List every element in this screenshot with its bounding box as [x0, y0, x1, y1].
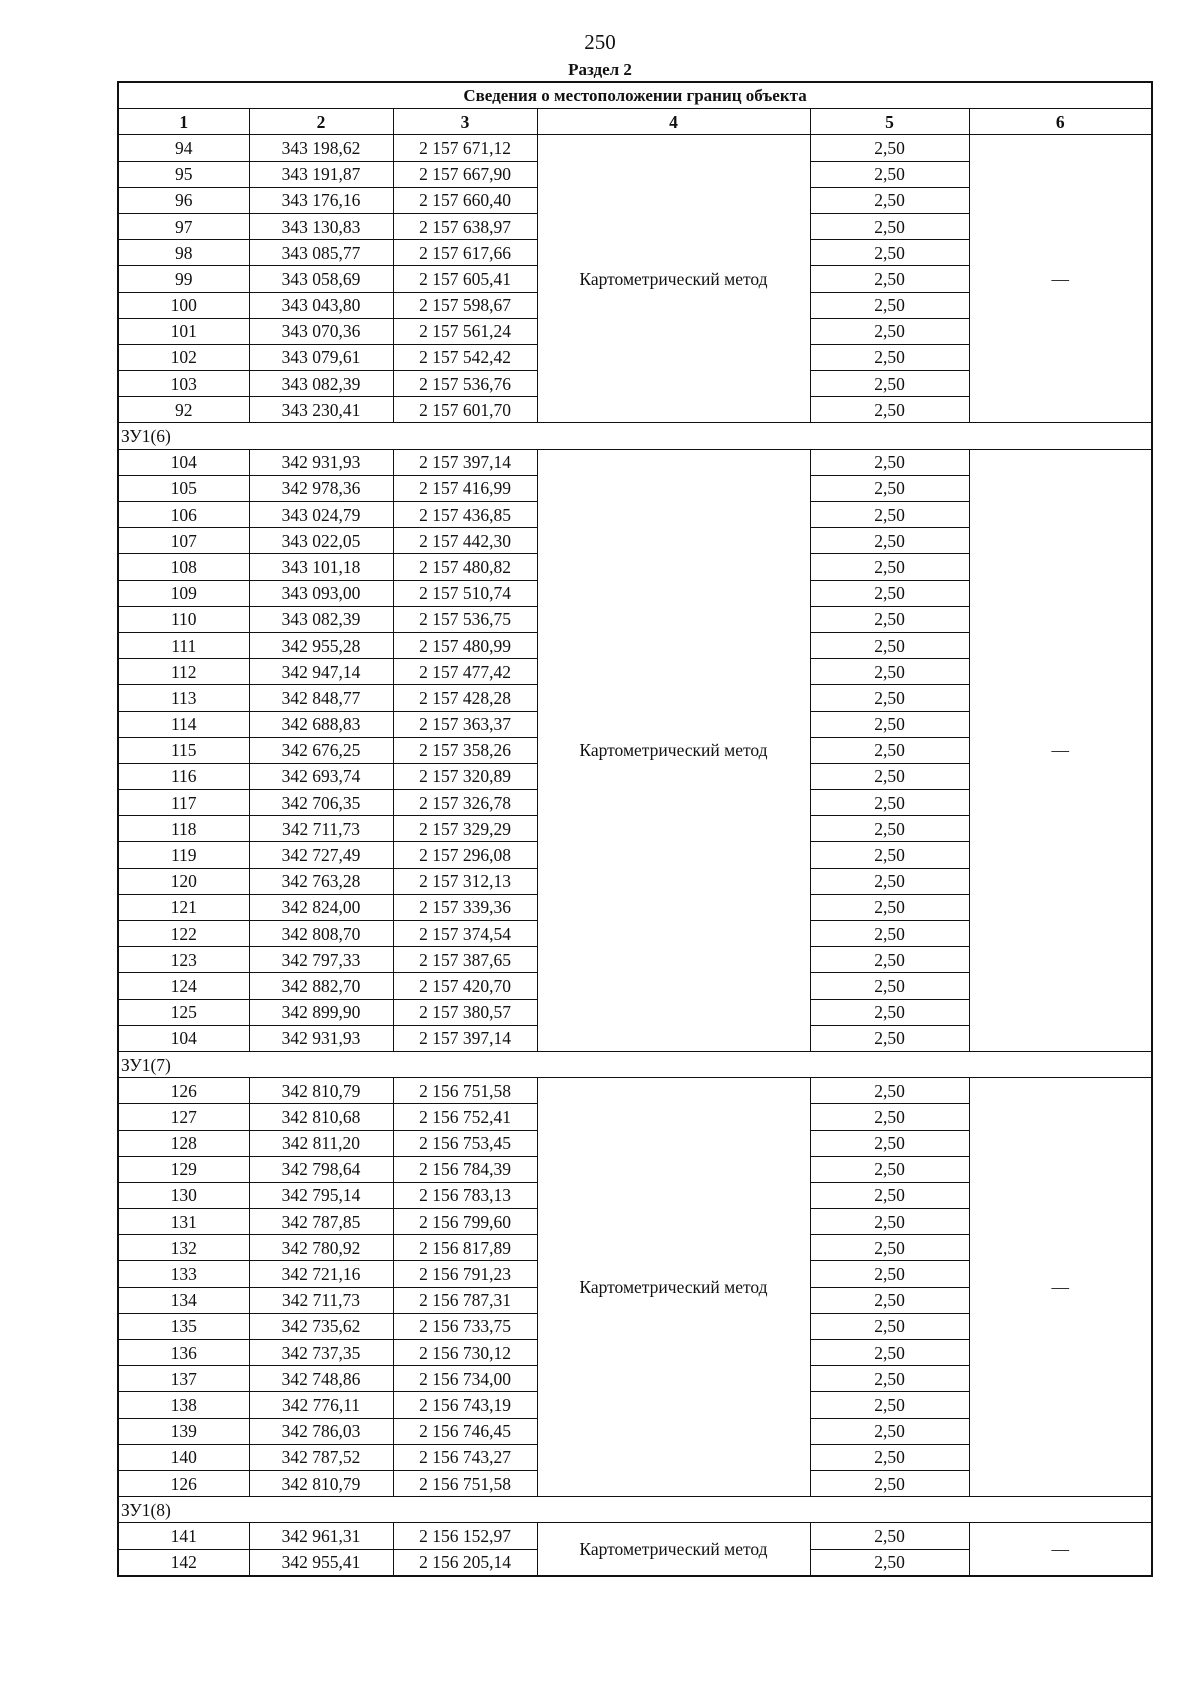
- accuracy-cell: 2,50: [810, 371, 969, 397]
- parcel-group-label: ЗУ1(6): [118, 423, 1152, 449]
- y-coordinate-cell: 2 157 510,74: [393, 580, 537, 606]
- y-coordinate-cell: 2 156 743,27: [393, 1444, 537, 1470]
- column-number-row: [118, 109, 1152, 135]
- accuracy-cell: 2,50: [810, 475, 969, 501]
- y-coordinate-cell: 2 156 751,58: [393, 1470, 537, 1496]
- point-number-cell: 114: [118, 711, 249, 737]
- accuracy-cell: 2,50: [810, 187, 969, 213]
- y-coordinate-cell: 2 157 598,67: [393, 292, 537, 318]
- x-coordinate-cell: 342 688,83: [249, 711, 393, 737]
- point-number-cell: 129: [118, 1156, 249, 1182]
- y-coordinate-cell: 2 157 296,08: [393, 842, 537, 868]
- accuracy-cell: 2,50: [810, 1392, 969, 1418]
- y-coordinate-cell: 2 157 339,36: [393, 894, 537, 920]
- y-coordinate-cell: 2 157 561,24: [393, 318, 537, 344]
- page-number: 250: [584, 30, 616, 54]
- parcel-group-label: ЗУ1(7): [118, 1051, 1152, 1077]
- x-coordinate-cell: 343 191,87: [249, 161, 393, 187]
- table-row: [118, 1523, 1152, 1549]
- x-coordinate-cell: 342 955,28: [249, 632, 393, 658]
- x-coordinate-cell: 342 748,86: [249, 1366, 393, 1392]
- y-coordinate-cell: 2 157 638,97: [393, 213, 537, 239]
- x-coordinate-cell: 342 961,31: [249, 1523, 393, 1549]
- x-coordinate-cell: 342 931,93: [249, 449, 393, 475]
- point-number-cell: 126: [118, 1470, 249, 1496]
- column-header: 4: [537, 109, 810, 135]
- y-coordinate-cell: 2 156 817,89: [393, 1235, 537, 1261]
- accuracy-cell: 2,50: [810, 161, 969, 187]
- x-coordinate-cell: 342 810,68: [249, 1104, 393, 1130]
- accuracy-cell: 2,50: [810, 1287, 969, 1313]
- x-coordinate-cell: 342 776,11: [249, 1392, 393, 1418]
- point-number-cell: 111: [118, 632, 249, 658]
- x-coordinate-cell: 342 811,20: [249, 1130, 393, 1156]
- x-coordinate-cell: 342 931,93: [249, 1025, 393, 1051]
- x-coordinate-cell: 342 810,79: [249, 1078, 393, 1104]
- x-coordinate-cell: 342 780,92: [249, 1235, 393, 1261]
- x-coordinate-cell: 342 848,77: [249, 685, 393, 711]
- point-number-cell: 126: [118, 1078, 249, 1104]
- point-number-cell: 94: [118, 135, 249, 161]
- point-number-cell: 123: [118, 947, 249, 973]
- point-number-cell: 125: [118, 999, 249, 1025]
- accuracy-cell: 2,50: [810, 1366, 969, 1392]
- x-coordinate-cell: 342 824,00: [249, 894, 393, 920]
- y-coordinate-cell: 2 156 734,00: [393, 1366, 537, 1392]
- accuracy-cell: 2,50: [810, 318, 969, 344]
- column-header: 3: [393, 109, 537, 135]
- point-number-cell: 141: [118, 1523, 249, 1549]
- point-number-cell: 131: [118, 1209, 249, 1235]
- accuracy-cell: 2,50: [810, 842, 969, 868]
- table-body: [118, 135, 1152, 1576]
- x-coordinate-cell: 342 797,33: [249, 947, 393, 973]
- y-coordinate-cell: 2 157 436,85: [393, 502, 537, 528]
- y-coordinate-cell: 2 157 416,99: [393, 475, 537, 501]
- y-coordinate-cell: 2 156 733,75: [393, 1313, 537, 1339]
- point-number-cell: 106: [118, 502, 249, 528]
- y-coordinate-cell: 2 157 420,70: [393, 973, 537, 999]
- x-coordinate-cell: 343 230,41: [249, 397, 393, 423]
- x-coordinate-cell: 343 079,61: [249, 344, 393, 370]
- accuracy-cell: 2,50: [810, 1340, 969, 1366]
- accuracy-cell: 2,50: [810, 1078, 969, 1104]
- y-coordinate-cell: 2 157 667,90: [393, 161, 537, 187]
- note-cell: —: [969, 449, 1152, 1051]
- y-coordinate-cell: 2 156 752,41: [393, 1104, 537, 1130]
- point-number-cell: 104: [118, 1025, 249, 1051]
- y-coordinate-cell: 2 156 205,14: [393, 1549, 537, 1576]
- x-coordinate-cell: 343 198,62: [249, 135, 393, 161]
- accuracy-cell: 2,50: [810, 580, 969, 606]
- parcel-group-row: [118, 1051, 1152, 1077]
- point-number-cell: 130: [118, 1182, 249, 1208]
- accuracy-cell: 2,50: [810, 1313, 969, 1339]
- accuracy-cell: 2,50: [810, 894, 969, 920]
- y-coordinate-cell: 2 156 791,23: [393, 1261, 537, 1287]
- x-coordinate-cell: 343 024,79: [249, 502, 393, 528]
- y-coordinate-cell: 2 157 617,66: [393, 240, 537, 266]
- accuracy-cell: 2,50: [810, 606, 969, 632]
- accuracy-cell: 2,50: [810, 921, 969, 947]
- parcel-group-row: [118, 423, 1152, 449]
- accuracy-cell: 2,50: [810, 1261, 969, 1287]
- accuracy-cell: 2,50: [810, 1418, 969, 1444]
- column-header: 6: [969, 109, 1152, 135]
- point-number-cell: 120: [118, 868, 249, 894]
- x-coordinate-cell: 342 808,70: [249, 921, 393, 947]
- method-cell: Картометрический метод: [537, 1523, 810, 1576]
- y-coordinate-cell: 2 157 329,29: [393, 816, 537, 842]
- parcel-group-row: [118, 1497, 1152, 1523]
- accuracy-cell: 2,50: [810, 1104, 969, 1130]
- point-number-cell: 96: [118, 187, 249, 213]
- x-coordinate-cell: 343 070,36: [249, 318, 393, 344]
- x-coordinate-cell: 342 947,14: [249, 659, 393, 685]
- y-coordinate-cell: 2 156 743,19: [393, 1392, 537, 1418]
- note-cell: —: [969, 1078, 1152, 1497]
- parcel-group-label: ЗУ1(8): [118, 1497, 1152, 1523]
- accuracy-cell: 2,50: [810, 868, 969, 894]
- x-coordinate-cell: 343 101,18: [249, 554, 393, 580]
- x-coordinate-cell: 342 798,64: [249, 1156, 393, 1182]
- y-coordinate-cell: 2 157 477,42: [393, 659, 537, 685]
- x-coordinate-cell: 343 082,39: [249, 606, 393, 632]
- point-number-cell: 97: [118, 213, 249, 239]
- point-number-cell: 95: [118, 161, 249, 187]
- y-coordinate-cell: 2 157 320,89: [393, 763, 537, 789]
- point-number-cell: 137: [118, 1366, 249, 1392]
- y-coordinate-cell: 2 157 312,13: [393, 868, 537, 894]
- accuracy-cell: 2,50: [810, 947, 969, 973]
- y-coordinate-cell: 2 157 480,82: [393, 554, 537, 580]
- x-coordinate-cell: 342 955,41: [249, 1549, 393, 1576]
- y-coordinate-cell: 2 157 380,57: [393, 999, 537, 1025]
- point-number-cell: 136: [118, 1340, 249, 1366]
- y-coordinate-cell: 2 156 787,31: [393, 1287, 537, 1313]
- point-number-cell: 122: [118, 921, 249, 947]
- point-number-cell: 134: [118, 1287, 249, 1313]
- x-coordinate-cell: 342 676,25: [249, 737, 393, 763]
- y-coordinate-cell: 2 157 542,42: [393, 344, 537, 370]
- point-number-cell: 102: [118, 344, 249, 370]
- y-coordinate-cell: 2 157 480,99: [393, 632, 537, 658]
- point-number-cell: 127: [118, 1104, 249, 1130]
- x-coordinate-cell: 342 787,85: [249, 1209, 393, 1235]
- x-coordinate-cell: 343 085,77: [249, 240, 393, 266]
- point-number-cell: 117: [118, 790, 249, 816]
- point-number-cell: 115: [118, 737, 249, 763]
- y-coordinate-cell: 2 157 536,75: [393, 606, 537, 632]
- accuracy-cell: 2,50: [810, 1523, 969, 1549]
- accuracy-cell: 2,50: [810, 1209, 969, 1235]
- point-number-cell: 139: [118, 1418, 249, 1444]
- y-coordinate-cell: 2 157 671,12: [393, 135, 537, 161]
- accuracy-cell: 2,50: [810, 632, 969, 658]
- x-coordinate-cell: 342 810,79: [249, 1470, 393, 1496]
- accuracy-cell: 2,50: [810, 763, 969, 789]
- accuracy-cell: 2,50: [810, 1025, 969, 1051]
- y-coordinate-cell: 2 156 799,60: [393, 1209, 537, 1235]
- point-number-cell: 121: [118, 894, 249, 920]
- point-number-cell: 112: [118, 659, 249, 685]
- x-coordinate-cell: 343 022,05: [249, 528, 393, 554]
- x-coordinate-cell: 342 787,52: [249, 1444, 393, 1470]
- x-coordinate-cell: 342 737,35: [249, 1340, 393, 1366]
- table-caption: Сведения о местоположении границ объекта: [118, 82, 1152, 109]
- accuracy-cell: 2,50: [810, 790, 969, 816]
- point-number-cell: 104: [118, 449, 249, 475]
- x-coordinate-cell: 342 978,36: [249, 475, 393, 501]
- x-coordinate-cell: 342 693,74: [249, 763, 393, 789]
- note-cell: —: [969, 1523, 1152, 1576]
- column-header: 1: [118, 109, 249, 135]
- accuracy-cell: 2,50: [810, 685, 969, 711]
- x-coordinate-cell: 342 721,16: [249, 1261, 393, 1287]
- point-number-cell: 109: [118, 580, 249, 606]
- x-coordinate-cell: 343 043,80: [249, 292, 393, 318]
- section-title: Раздел 2: [568, 60, 632, 79]
- table-row: [118, 449, 1152, 475]
- point-number-cell: 142: [118, 1549, 249, 1576]
- method-cell: Картометрический метод: [537, 135, 810, 423]
- point-number-cell: 105: [118, 475, 249, 501]
- y-coordinate-cell: 2 156 152,97: [393, 1523, 537, 1549]
- y-coordinate-cell: 2 157 601,70: [393, 397, 537, 423]
- y-coordinate-cell: 2 156 746,45: [393, 1418, 537, 1444]
- boundary-coordinates-table: [117, 81, 1153, 1577]
- accuracy-cell: 2,50: [810, 999, 969, 1025]
- accuracy-cell: 2,50: [810, 135, 969, 161]
- y-coordinate-cell: 2 156 784,39: [393, 1156, 537, 1182]
- accuracy-cell: 2,50: [810, 659, 969, 685]
- note-cell: —: [969, 135, 1152, 423]
- point-number-cell: 108: [118, 554, 249, 580]
- point-number-cell: 133: [118, 1261, 249, 1287]
- point-number-cell: 116: [118, 763, 249, 789]
- y-coordinate-cell: 2 157 358,26: [393, 737, 537, 763]
- point-number-cell: 113: [118, 685, 249, 711]
- accuracy-cell: 2,50: [810, 528, 969, 554]
- y-coordinate-cell: 2 157 374,54: [393, 921, 537, 947]
- accuracy-cell: 2,50: [810, 240, 969, 266]
- accuracy-cell: 2,50: [810, 1182, 969, 1208]
- y-coordinate-cell: 2 157 326,78: [393, 790, 537, 816]
- table-row: [118, 1078, 1152, 1104]
- accuracy-cell: 2,50: [810, 266, 969, 292]
- method-cell: Картометрический метод: [537, 1078, 810, 1497]
- accuracy-cell: 2,50: [810, 292, 969, 318]
- accuracy-cell: 2,50: [810, 1235, 969, 1261]
- point-number-cell: 101: [118, 318, 249, 344]
- x-coordinate-cell: 343 176,16: [249, 187, 393, 213]
- accuracy-cell: 2,50: [810, 973, 969, 999]
- y-coordinate-cell: 2 157 397,14: [393, 449, 537, 475]
- y-coordinate-cell: 2 156 751,58: [393, 1078, 537, 1104]
- accuracy-cell: 2,50: [810, 1156, 969, 1182]
- point-number-cell: 128: [118, 1130, 249, 1156]
- column-header: 5: [810, 109, 969, 135]
- point-number-cell: 100: [118, 292, 249, 318]
- point-number-cell: 140: [118, 1444, 249, 1470]
- accuracy-cell: 2,50: [810, 1470, 969, 1496]
- point-number-cell: 99: [118, 266, 249, 292]
- y-coordinate-cell: 2 157 363,37: [393, 711, 537, 737]
- accuracy-cell: 2,50: [810, 1444, 969, 1470]
- y-coordinate-cell: 2 157 660,40: [393, 187, 537, 213]
- y-coordinate-cell: 2 157 442,30: [393, 528, 537, 554]
- y-coordinate-cell: 2 156 730,12: [393, 1340, 537, 1366]
- accuracy-cell: 2,50: [810, 344, 969, 370]
- accuracy-cell: 2,50: [810, 1130, 969, 1156]
- point-number-cell: 138: [118, 1392, 249, 1418]
- accuracy-cell: 2,50: [810, 502, 969, 528]
- accuracy-cell: 2,50: [810, 554, 969, 580]
- point-number-cell: 132: [118, 1235, 249, 1261]
- accuracy-cell: 2,50: [810, 397, 969, 423]
- point-number-cell: 119: [118, 842, 249, 868]
- point-number-cell: 107: [118, 528, 249, 554]
- x-coordinate-cell: 343 130,83: [249, 213, 393, 239]
- x-coordinate-cell: 342 899,90: [249, 999, 393, 1025]
- x-coordinate-cell: 342 882,70: [249, 973, 393, 999]
- x-coordinate-cell: 342 706,35: [249, 790, 393, 816]
- x-coordinate-cell: 342 727,49: [249, 842, 393, 868]
- y-coordinate-cell: 2 156 753,45: [393, 1130, 537, 1156]
- table-row: [118, 135, 1152, 161]
- point-number-cell: 103: [118, 371, 249, 397]
- x-coordinate-cell: 342 795,14: [249, 1182, 393, 1208]
- y-coordinate-cell: 2 157 397,14: [393, 1025, 537, 1051]
- point-number-cell: 110: [118, 606, 249, 632]
- y-coordinate-cell: 2 157 605,41: [393, 266, 537, 292]
- point-number-cell: 135: [118, 1313, 249, 1339]
- point-number-cell: 98: [118, 240, 249, 266]
- x-coordinate-cell: 342 763,28: [249, 868, 393, 894]
- method-cell: Картометрический метод: [537, 449, 810, 1051]
- accuracy-cell: 2,50: [810, 737, 969, 763]
- x-coordinate-cell: 342 711,73: [249, 816, 393, 842]
- y-coordinate-cell: 2 157 387,65: [393, 947, 537, 973]
- x-coordinate-cell: 342 786,03: [249, 1418, 393, 1444]
- y-coordinate-cell: 2 157 428,28: [393, 685, 537, 711]
- column-header: 2: [249, 109, 393, 135]
- accuracy-cell: 2,50: [810, 1549, 969, 1576]
- accuracy-cell: 2,50: [810, 711, 969, 737]
- point-number-cell: 124: [118, 973, 249, 999]
- accuracy-cell: 2,50: [810, 816, 969, 842]
- point-number-cell: 118: [118, 816, 249, 842]
- accuracy-cell: 2,50: [810, 213, 969, 239]
- x-coordinate-cell: 343 058,69: [249, 266, 393, 292]
- x-coordinate-cell: 342 711,73: [249, 1287, 393, 1313]
- point-number-cell: 92: [118, 397, 249, 423]
- accuracy-cell: 2,50: [810, 449, 969, 475]
- x-coordinate-cell: 343 093,00: [249, 580, 393, 606]
- y-coordinate-cell: 2 157 536,76: [393, 371, 537, 397]
- x-coordinate-cell: 343 082,39: [249, 371, 393, 397]
- x-coordinate-cell: 342 735,62: [249, 1313, 393, 1339]
- y-coordinate-cell: 2 156 783,13: [393, 1182, 537, 1208]
